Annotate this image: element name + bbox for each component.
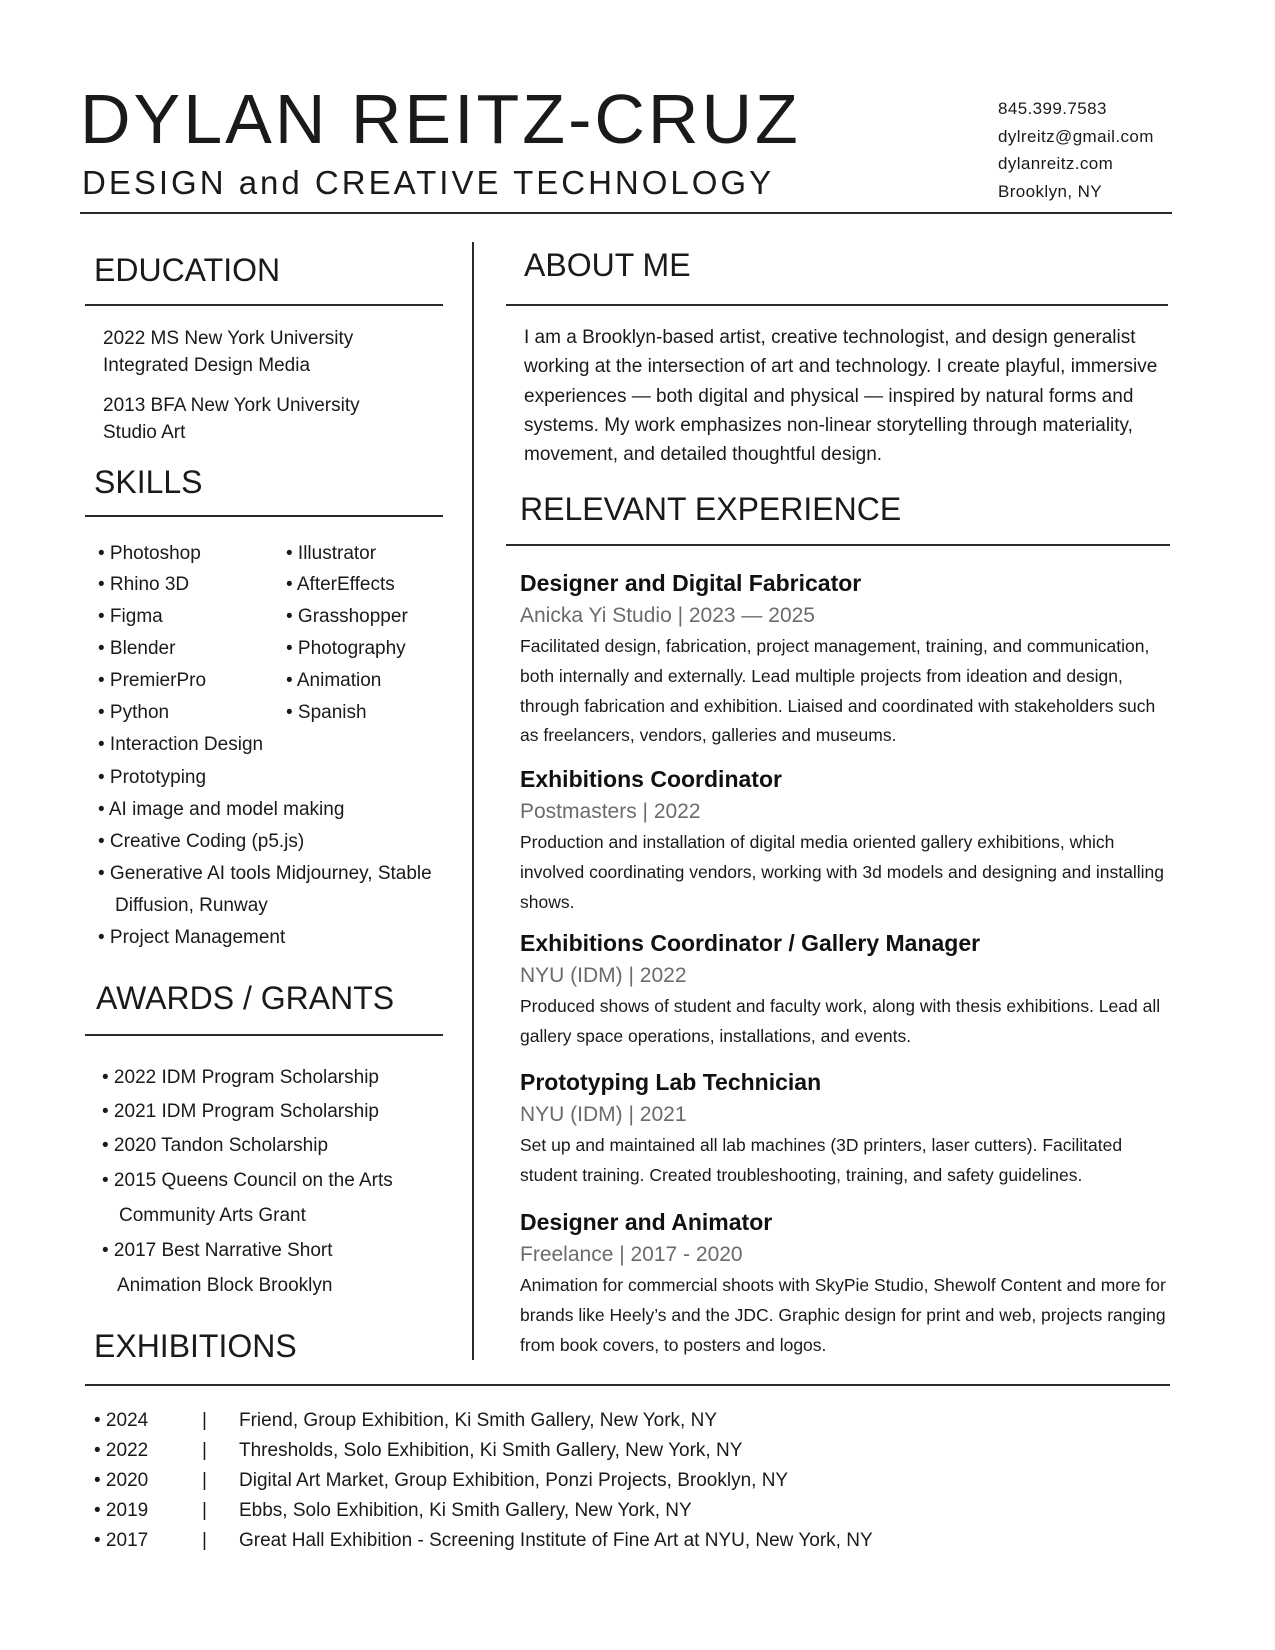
skill-item: • Animation xyxy=(286,670,382,691)
skill-item: • Figma xyxy=(98,606,163,627)
job-title: Designer and Animator xyxy=(520,1209,773,1235)
award-item: Community Arts Grant xyxy=(119,1205,306,1226)
award-item: • 2022 IDM Program Scholarship xyxy=(102,1067,379,1088)
job-title: Designer and Digital Fabricator xyxy=(520,570,862,596)
resume-tagline: DESIGN and CREATIVE TECHNOLOGY xyxy=(82,164,775,201)
exhibition-text: Friend, Group Exhibition, Ki Smith Gallery, New York, NY xyxy=(239,1410,718,1431)
contact-email[interactable]: dylreitz@gmail.com xyxy=(998,126,1154,146)
education-degree: 2022 MS New York University xyxy=(103,328,354,349)
awards-heading: AWARDS / GRANTS xyxy=(96,980,395,1016)
contact-phone: 845.399.7583 xyxy=(998,99,1107,118)
job-org: NYU (IDM) | 2021 xyxy=(520,1103,687,1126)
education-divider xyxy=(85,304,443,306)
exhibition-year: • 2022 xyxy=(94,1440,149,1461)
awards-divider xyxy=(85,1034,443,1036)
skill-item: Diffusion, Runway xyxy=(115,895,268,916)
exhibition-separator: | xyxy=(202,1440,207,1461)
job-description: Produced shows of student and faculty work, along with thesis exhibitions. Lead all gallery space operations, installations, and events. xyxy=(520,996,1161,1046)
column-divider xyxy=(472,242,474,1360)
job-description: Animation for commercial shoots with SkyPie Studio, Shewolf Content and more for brands like Heely’s and the JDC. Graphic design for print and web, projects ranging from book covers, to posters and logos. xyxy=(520,1275,1166,1355)
job-entry xyxy=(520,1211,1170,1360)
skill-item: • Interaction Design xyxy=(98,734,264,755)
award-item: Animation Block Brooklyn xyxy=(117,1275,333,1296)
skill-item: • Creative Coding (p5.js) xyxy=(98,831,305,852)
exhibition-text: Digital Art Market, Group Exhibition, Ponzi Projects, Brooklyn, NY xyxy=(239,1470,789,1491)
about-heading: ABOUT ME xyxy=(524,247,691,283)
job-description: Production and installation of digital media oriented gallery exhibitions, which involved coordinating vendors, working with 3d models and designing and installing shows. xyxy=(520,832,1165,912)
exhibitions-divider xyxy=(85,1384,1170,1386)
job-entry xyxy=(520,932,1170,1052)
job-description: Facilitated design, fabrication, project management, training, and communication, both internally and externally. Lead multiple projects from ideation and design, through fabrication and exhibition. Liaised and coordinated with stakeholders such as freelancers, vendors, galleries and museums. xyxy=(520,636,1156,746)
experience-heading: RELEVANT EXPERIENCE xyxy=(520,491,902,527)
education-item xyxy=(103,392,360,446)
skill-item: • Illustrator xyxy=(286,543,377,564)
education-heading: EDUCATION xyxy=(94,252,281,288)
contact-location: Brooklyn, NY xyxy=(998,181,1103,201)
skill-item: • Spanish xyxy=(286,702,367,723)
skill-item: • Rhino 3D xyxy=(98,574,190,595)
exhibition-text: Great Hall Exhibition - Screening Institute of Fine Art at NYU, New York, NY xyxy=(239,1530,873,1551)
award-item: • 2017 Best Narrative Short xyxy=(102,1240,333,1261)
exhibition-separator: | xyxy=(202,1530,207,1551)
skill-item: • Generative AI tools Midjourney, Stable xyxy=(98,863,432,884)
job-entry xyxy=(520,572,1170,751)
education-program: Studio Art xyxy=(103,422,186,443)
skill-item: • Photography xyxy=(286,638,406,659)
contact-block xyxy=(998,95,1154,205)
award-item: • 2021 IDM Program Scholarship xyxy=(102,1101,379,1122)
skill-item: • AI image and model making xyxy=(98,799,345,820)
job-title: Prototyping Lab Technician xyxy=(520,1069,822,1095)
header-divider xyxy=(80,212,1172,214)
education-degree: 2013 BFA New York University xyxy=(103,395,360,416)
contact-website[interactable]: dylanreitz.com xyxy=(998,154,1114,173)
education-program: Integrated Design Media xyxy=(103,355,311,376)
skills-divider xyxy=(85,515,443,517)
exhibition-year: • 2017 xyxy=(94,1530,149,1551)
exhibition-year: • 2019 xyxy=(94,1500,149,1521)
job-org: NYU (IDM) | 2022 xyxy=(520,964,687,987)
exhibition-text: Thresholds, Solo Exhibition, Ki Smith Gallery, New York, NY xyxy=(239,1440,743,1461)
exhibition-separator: | xyxy=(202,1500,207,1521)
award-item: • 2020 Tandon Scholarship xyxy=(102,1135,329,1156)
about-divider xyxy=(506,304,1168,306)
exhibitions-heading: EXHIBITIONS xyxy=(94,1328,297,1364)
job-description: Set up and maintained all lab machines (3D printers, laser cutters). Facilitated student training. Created troubleshooting, training, and safety guidelines. xyxy=(520,1135,1123,1185)
skill-item: • AfterEffects xyxy=(286,574,395,595)
job-org: Postmasters | 2022 xyxy=(520,800,701,823)
job-entry xyxy=(520,1071,1170,1191)
award-item: • 2015 Queens Council on the Arts xyxy=(102,1170,393,1191)
skill-item: • Python xyxy=(98,702,170,723)
job-org: Anicka Yi Studio | 2023 — 2025 xyxy=(520,604,815,627)
about-text: I am a Brooklyn-based artist, creative technologist, and design generalist working at the intersection of art and technology. I create playful, immersive experiences — both digital and physical — inspired by natural forms and systems. My work emphasizes non-linear storytelling through materiality, movement, and detailed thoughtful design. xyxy=(524,327,1158,466)
education-item xyxy=(103,325,353,379)
skill-item: • PremierPro xyxy=(98,670,207,691)
skill-item: • Prototyping xyxy=(98,767,207,788)
exhibition-separator: | xyxy=(202,1470,207,1491)
job-entry xyxy=(520,768,1170,917)
skill-item: • Grasshopper xyxy=(286,606,408,627)
skill-item: • Photoshop xyxy=(98,543,201,564)
job-title: Exhibitions Coordinator / Gallery Manager xyxy=(520,930,981,956)
experience-divider xyxy=(506,544,1170,546)
resume-name: DYLAN REITZ-CRUZ xyxy=(80,80,801,158)
skill-item: • Project Management xyxy=(98,927,286,948)
exhibition-text: Ebbs, Solo Exhibition, Ki Smith Gallery, New York, NY xyxy=(239,1500,692,1521)
exhibition-year: • 2020 xyxy=(94,1470,149,1491)
skills-heading: SKILLS xyxy=(94,464,203,500)
exhibition-year: • 2024 xyxy=(94,1410,149,1431)
job-title: Exhibitions Coordinator xyxy=(520,766,782,792)
skill-item: • Blender xyxy=(98,638,176,659)
job-org: Freelance | 2017 - 2020 xyxy=(520,1243,743,1266)
exhibition-separator: | xyxy=(202,1410,207,1431)
